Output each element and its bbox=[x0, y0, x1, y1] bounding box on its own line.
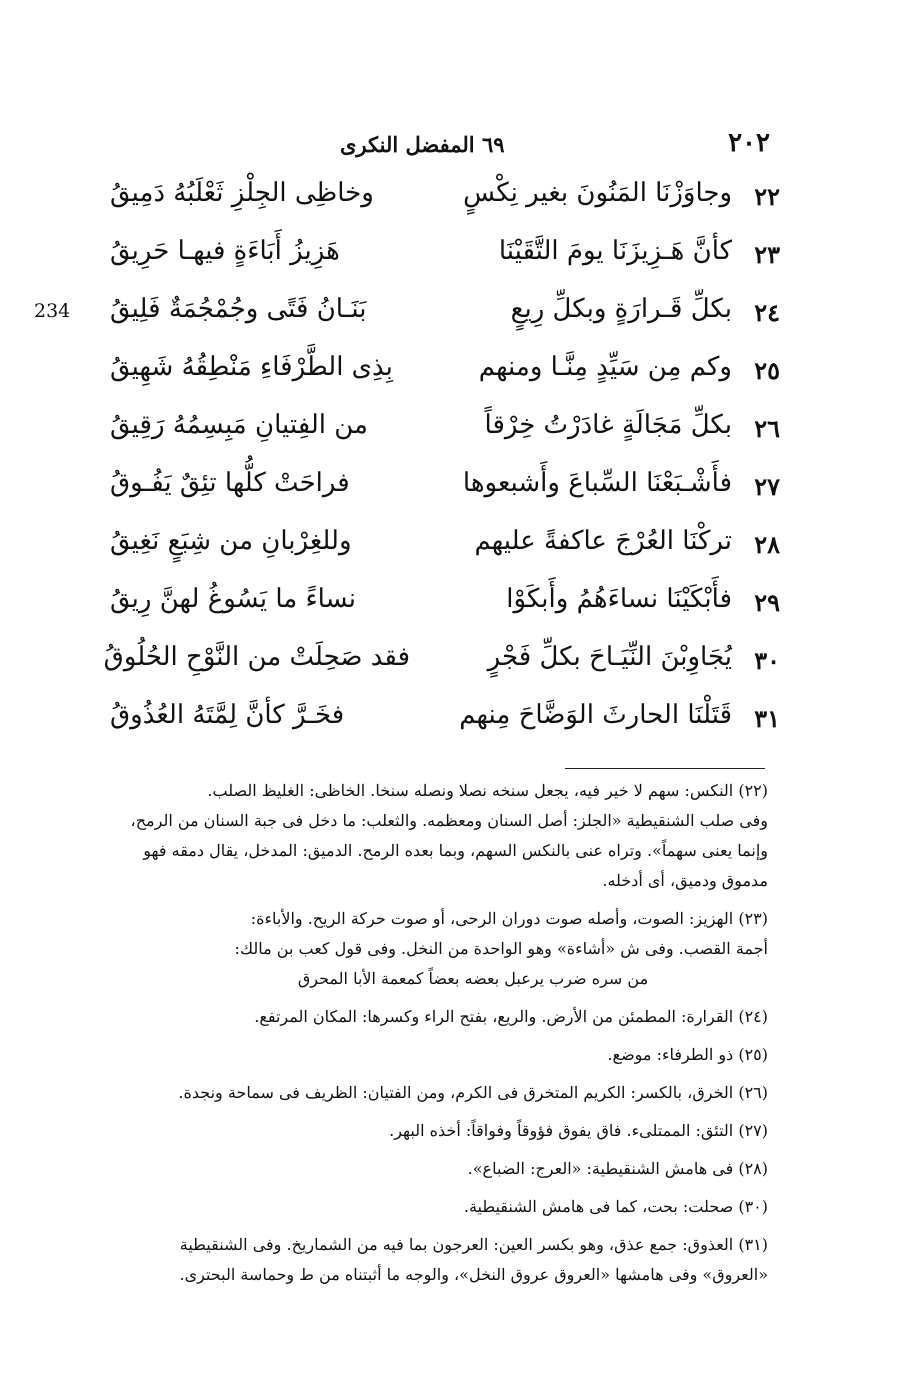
margin-page-number: 234 bbox=[34, 300, 71, 322]
footnote-line: أجمة القصب. وفى ش «أشاءة» وهو الواحدة من النخل. وفى قول كعب بن مالك: bbox=[234, 939, 768, 958]
verse-number: ٢٩ bbox=[754, 588, 780, 617]
footnote bbox=[78, 1192, 768, 1222]
verse-first-hemistich: وجاوَزْنَا المَنُونَ بغير نِكْسٍ bbox=[463, 178, 732, 208]
verse-line bbox=[100, 692, 780, 750]
verse-number: ٢٥ bbox=[754, 356, 780, 385]
verse-first-hemistich: فأَبْكَيْنَا نساءَهُمُ وأَبكَوْا bbox=[506, 584, 732, 614]
verse-line bbox=[100, 344, 780, 402]
verse-number: ٢٤ bbox=[754, 298, 780, 327]
footnote-rule bbox=[565, 768, 765, 769]
footnote-line: «العروق» وفى هامشها «العروق عروق النخل»، والوجه ما أثبتناه من ط وحماسة البحترى. bbox=[179, 1265, 768, 1284]
verse-first-hemistich: قَتَلْنَا الحارثَ الوَضَّاحَ مِنهم bbox=[459, 700, 732, 730]
verse-first-hemistich: بكلِّ مَجَالَةٍ غادَرْتُ خِرْقاً bbox=[484, 410, 732, 440]
verse-first-hemistich: فأَشْـبَعْنَا السِّباعَ وأَشبعوها bbox=[462, 468, 732, 498]
verse-number: ٢٨ bbox=[754, 530, 780, 559]
footnote-line: وإنما يعنى سهماً». وتراه عنى بالنكس السهم، وبما بعده الرمح. الدميق: المدخل، يقال دمقه فهو bbox=[143, 841, 768, 860]
footnote bbox=[78, 1040, 768, 1070]
verse-second-hemistich: هَزِيزُ أَبَاءَةٍ فيهـا حَرِيقُ bbox=[110, 236, 340, 266]
verse-line bbox=[100, 286, 780, 344]
verse-line bbox=[100, 460, 780, 518]
verse-first-hemistich: بكلِّ قَـرارَةٍ وبكلِّ رِيعٍ bbox=[510, 294, 732, 324]
verse-second-hemistich: بِذِى الطَّرْفَاءِ مَنْطِقُهُ شَهِيقُ bbox=[110, 352, 393, 382]
verse-first-hemistich: يُجَاوِبْنَ النِّيَـاحَ بكلِّ فَجْرٍ bbox=[487, 642, 732, 672]
footnote bbox=[78, 1078, 768, 1108]
footnote bbox=[78, 1002, 768, 1032]
footnote bbox=[78, 1116, 768, 1146]
footnote bbox=[78, 776, 768, 896]
verse-line bbox=[100, 170, 780, 228]
verse-number: ٢٣ bbox=[754, 240, 780, 269]
verse-line bbox=[100, 634, 780, 692]
verse-first-hemistich: تركْنَا العُرْجَ عاكفةً عليهم bbox=[474, 526, 732, 556]
page-number: ٢٠٢ bbox=[728, 128, 770, 158]
verse-number: ٢٢ bbox=[754, 182, 780, 211]
footnote bbox=[78, 904, 768, 994]
verse-second-hemistich: من الفِتيانِ مَبِسِمُهُ رَقِيقُ bbox=[110, 410, 368, 440]
footnotes bbox=[78, 776, 768, 1298]
verse-line bbox=[100, 228, 780, 286]
verse-second-hemistich: فخَـرَّ كأنَّ لِمَّتَهُ العُذُوقُ bbox=[110, 700, 345, 730]
verse-second-hemistich: وخاظِى الجِلْزِ ثَعْلَبُهُ دَمِيقُ bbox=[110, 178, 374, 208]
poem-verses bbox=[100, 170, 780, 750]
verse-number: ٣٠ bbox=[754, 646, 780, 675]
verse-second-hemistich: بَنَـانُ فَتًى وجُمْجُمَةٌ فَلِيقُ bbox=[110, 294, 367, 324]
footnote-line: (٢٣) الهزيز: الصوت، وأصله صوت دوران الرحى، أو صوت حركة الريح. والأباءة: bbox=[250, 909, 768, 928]
footnote bbox=[78, 1154, 768, 1184]
footnote-line: وفى صلب الشنقيطية «الجلز: أصل السنان ومعظمه. والثعلب: ما دخل فى جبة السنان من الرمح، bbox=[130, 811, 768, 830]
footnote-line: (٣٠) صحلت: بحت، كما فى هامش الشنقيطية. bbox=[463, 1197, 768, 1216]
footnote-line: (٣١) العذوق: جمع عذق، وهو بكسر العين: العرجون بما فيه من الشماريخ. وفى الشنقيطية bbox=[179, 1235, 768, 1254]
quoted-verse: من سره ضرب يرعبل بعضه بعضاً كمعمة الأبا المحرق bbox=[297, 969, 649, 988]
footnote-line: (٢٧) التئق: الممتلىء. فاق يفوق فؤوقاً وفواقاً: أخذه البهر. bbox=[389, 1121, 768, 1140]
running-title: ٦٩ المفضل النكرى bbox=[340, 132, 505, 157]
verse-number: ٣١ bbox=[754, 704, 780, 733]
footnote-line: (٢٥) ذو الطرفاء: موضع. bbox=[607, 1045, 768, 1064]
page-header bbox=[300, 128, 770, 168]
footnote bbox=[78, 1230, 768, 1290]
verse-second-hemistich: فقد صَحِلَتْ من النَّوْحِ الحُلُوقُ bbox=[103, 642, 410, 672]
verse-line bbox=[100, 518, 780, 576]
verse-second-hemistich: فراحَتْ كلُّها تئِقٌ يَفُـوقُ bbox=[110, 468, 350, 498]
verse-first-hemistich: وكم مِن سَيِّدٍ مِنَّـا ومنهم bbox=[478, 352, 732, 382]
footnote-line: (٢٦) الخرق، بالكسر: الكريم المتخرق فى الكرم، ومن الفتيان: الظريف فى سماحة ونجدة. bbox=[178, 1083, 768, 1102]
verse-number: ٢٦ bbox=[754, 414, 780, 443]
verse-second-hemistich: وللغِرْبانِ من شِبَعٍ نَغِيقُ bbox=[110, 526, 352, 556]
verse-first-hemistich: كأنَّ هَـزِيزَنَا يومَ التَّقَيْنَا bbox=[498, 236, 732, 266]
verse-second-hemistich: نساءً ما يَسُوغُ لهنَّ رِيقُ bbox=[110, 584, 357, 614]
verse-number: ٢٧ bbox=[754, 472, 780, 501]
verse-line bbox=[100, 576, 780, 634]
footnote-line: مدموق ودميق، أى أدخله. bbox=[602, 871, 768, 890]
verse-line bbox=[100, 402, 780, 460]
footnote-line: (٢٨) فى هامش الشنقيطية: «العرج: الضباع». bbox=[467, 1159, 768, 1178]
footnote-line: (٢٤) القرارة: المطمئن من الأرض. والريع، بفتح الراء وكسرها: المكان المرتفع. bbox=[254, 1007, 768, 1026]
footnote-line: (٢٢) النكس: سهم لا خير فيه، يجعل سنخه نصلا ونصله سنخا. الخاظى: الغليظ الصلب. bbox=[207, 781, 768, 800]
